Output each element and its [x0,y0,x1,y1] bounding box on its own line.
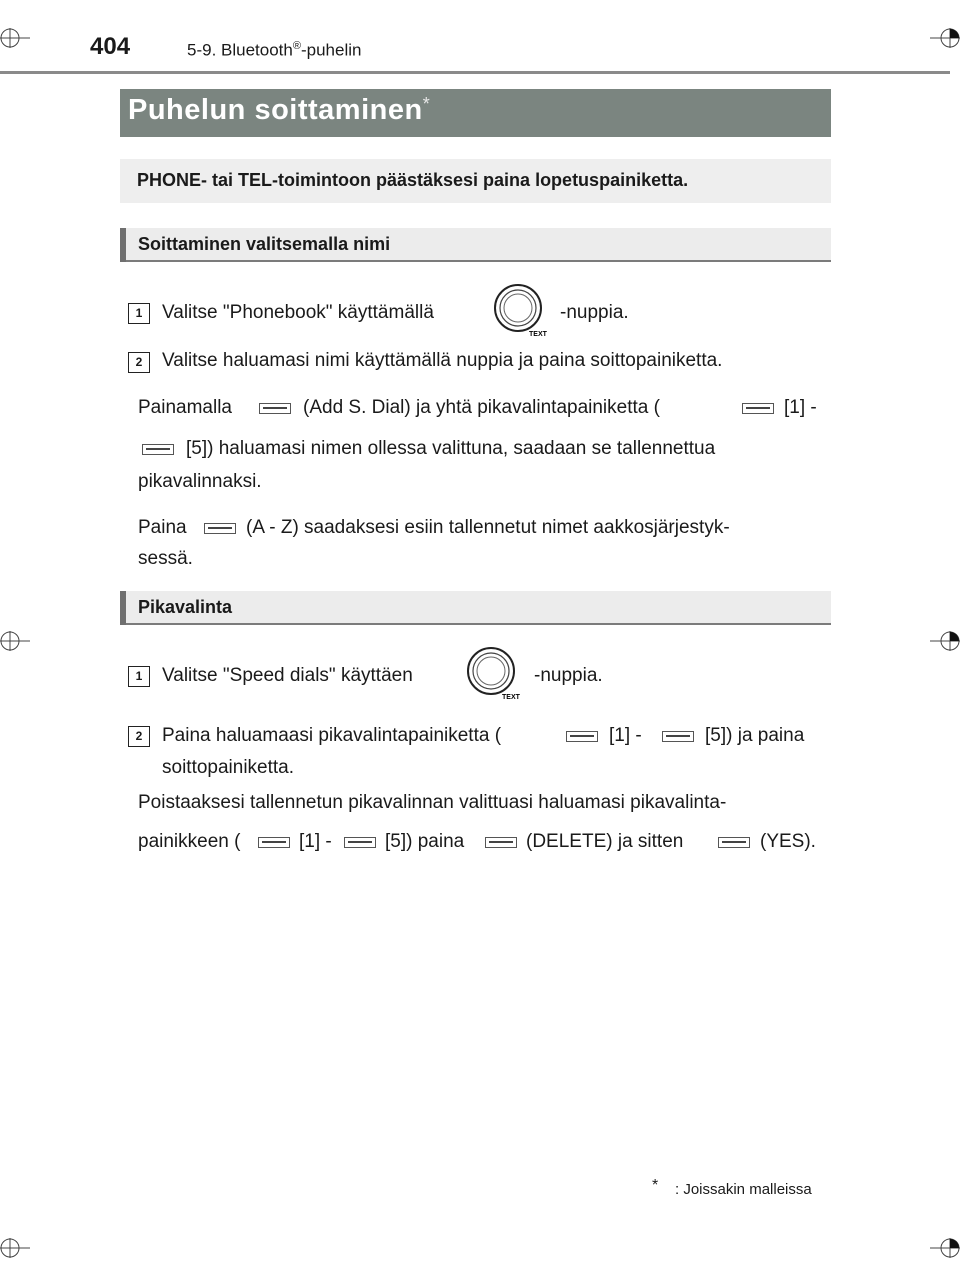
paragraph-text: (A - Z) saadaksesi esiin tallennetut nimet aakkosjärjestyk- [246,517,730,538]
notice-text: PHONE- tai TEL-toimintoon päästäksesi paina lopetuspainiketta. [137,170,689,190]
paragraph-text: Poistaaksesi tallennetun pikavalinnan valittuasi haluamasi pikavalinta- [138,792,727,813]
paragraph-text: [1] - [299,831,332,852]
paragraph-text: (DELETE) ja sitten [526,831,684,852]
svg-text:TEXT: TEXT [502,694,520,699]
step-text: soittopainiketta. [162,757,295,778]
section-heading-name-dial: Soittaminen valitsemalla nimi [120,228,831,262]
step-number: 1 [128,303,150,324]
paragraph-text: [5]) paina [385,831,465,852]
button-icon [485,837,517,848]
step-number: 2 [128,352,150,373]
paragraph-text: (Add S. Dial) ja yhtä pikavalintapainiketta ( [303,397,660,418]
paragraph-text: pikavalinnaksi. [138,471,262,492]
button-icon [344,837,376,848]
step-number: 2 [128,726,150,747]
step-number: 1 [128,666,150,687]
step-text: Paina haluamaasi pikavalintapainiketta ( [162,725,502,746]
button-icon [742,403,774,414]
step-text: [1] - [609,725,642,746]
section-heading-speed-dial: Pikavalinta [120,591,831,625]
button-icon [204,523,236,534]
step-text: -nuppia. [534,665,603,686]
paragraph-text: sessä. [138,548,193,569]
button-icon [566,731,598,742]
button-icon [142,444,174,455]
paragraph-text: (YES). [760,831,816,852]
paragraph-text: Painamalla [138,397,232,418]
paragraph-text: painikkeen ( [138,831,241,852]
step-text: [5]) ja paina [705,725,805,746]
step-text: Valitse "Phonebook" käyttämällä [162,302,434,323]
step-text: -nuppia. [560,302,629,323]
header-rule [0,71,950,74]
tune-knob-icon [466,645,520,699]
button-icon [662,731,694,742]
footnote-symbol: * [652,1177,659,1194]
section-label: 5-9. Bluetooth®-puhelin [187,40,362,60]
button-icon [258,837,290,848]
paragraph-text: Paina [138,517,187,538]
footnote-text: : Joissakin malleissa [675,1181,812,1198]
button-icon [718,837,750,848]
svg-text:TEXT: TEXT [529,331,547,336]
step-text: Valitse haluamasi nimi käyttämällä nuppia ja paina soittopainiketta. [162,350,723,371]
paragraph-text: [1] - [784,397,817,418]
page-number: 404 [90,33,131,60]
button-icon [259,403,291,414]
step-text: Valitse "Speed dials" käyttäen [162,665,413,686]
paragraph-text: [5]) haluamasi nimen ollessa valittuna, saadaan se tallennettua [186,438,716,459]
page-title: Puhelun soittaminen* [128,94,431,126]
tune-knob-icon [493,282,547,336]
